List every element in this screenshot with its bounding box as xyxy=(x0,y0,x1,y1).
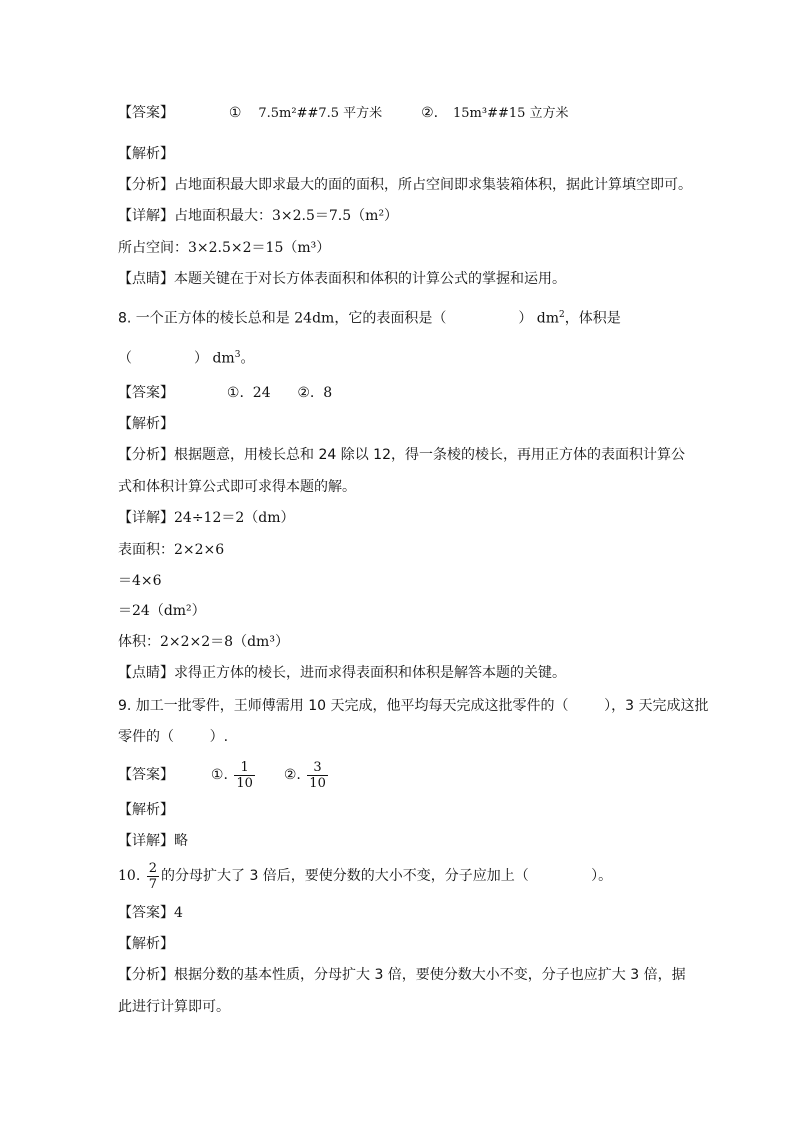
fenxi-text: 根据题意，用棱长总和 24 除以 12，得一条棱的棱长，再用正方体的表面积计算公 xyxy=(174,447,685,463)
question-stem: 8. 一个正方体的棱长总和是 xyxy=(118,310,290,327)
q9-answer xyxy=(118,755,330,795)
fraction-denominator: 7 xyxy=(148,876,157,892)
q8-fenxi-2 xyxy=(118,478,356,496)
xiangjie-tag: 【详解】 xyxy=(118,510,174,526)
q7-jiexi xyxy=(118,145,174,163)
q9-jiexi xyxy=(118,801,174,819)
q8-stem-line2 xyxy=(118,346,254,368)
answer-tag: 【答案】 xyxy=(118,385,174,401)
question-fraction xyxy=(147,861,159,892)
q8-answer xyxy=(118,384,332,402)
fenxi-text: 根据分数的基本性质，分母扩大 3 倍，要使分数大小不变，分子也应扩大 3 倍，据 xyxy=(174,967,686,983)
fenxi-text: 此进行计算即可。 xyxy=(118,999,230,1015)
q7-answer-line xyxy=(118,104,569,123)
answer-text: ①. 24 ②. 8 xyxy=(226,385,333,401)
q8-dianjing xyxy=(118,664,566,682)
q9-xiangjie xyxy=(118,832,188,850)
question-stem: 9. 加工一批零件，王师傅需用 10 天完成，他平均每天完成这批零件的（ ），3 天完成这批 xyxy=(118,698,709,714)
paren-close: ） xyxy=(518,310,533,327)
q8-calc-4 xyxy=(118,633,289,651)
fraction-denominator: 10 xyxy=(309,775,326,791)
fenxi-tag: 【分析】 xyxy=(118,967,174,983)
calc-line: 体积：2×2×2＝8（dm³） xyxy=(118,634,289,650)
paren-open: （ xyxy=(118,350,132,367)
q8-calc-2 xyxy=(118,572,162,590)
fenxi-text: 占地面积最大即求最大的面的面积，所占空间即求集装箱体积，据此计算填空即可。 xyxy=(174,177,692,193)
question-number: 10. xyxy=(118,868,141,884)
q10-answer xyxy=(118,904,183,922)
q9-stem-2 xyxy=(118,728,228,746)
q7-line2 xyxy=(118,239,330,257)
q8-stem-line1 xyxy=(118,306,621,328)
paren-close: ） xyxy=(194,350,208,367)
q8-xiangjie xyxy=(118,509,295,527)
answer-tag: 【答案】 xyxy=(118,905,174,921)
unit-dm: dm xyxy=(312,310,335,327)
q8-jiexi xyxy=(118,415,174,433)
fenxi-tag: 【分析】 xyxy=(118,447,174,463)
unit-dm3: dm xyxy=(212,350,235,367)
answer1-label: ①. xyxy=(210,767,228,783)
fenxi-text: 式和体积计算公式即可求得本题的解。 xyxy=(118,479,356,495)
value-24: 24 xyxy=(294,310,313,327)
answer-tag: 【答案】 xyxy=(118,105,174,121)
question-stem: 的分母扩大了 3 倍后，要使分数的大小不变，分子应加上（ ）。 xyxy=(161,868,613,884)
calc-line: ＝4×6 xyxy=(118,573,162,589)
answer1-number: ① xyxy=(228,105,242,121)
q7-xiangjie xyxy=(118,207,398,225)
xiangjie-text: 24÷12＝2（dm） xyxy=(174,510,295,526)
calc-line: 表面积：2×2×6 xyxy=(118,542,225,558)
answer2-text: 15m³##15 立方米 xyxy=(453,106,569,121)
answer1-text: 7.5m²##7.5 平方米 xyxy=(258,106,383,121)
dianjing-text: 本题关键在于对长方体表面积和体积的计算公式的掌握和运用。 xyxy=(174,271,566,287)
fraction-numerator: 3 xyxy=(313,759,322,775)
period: 。 xyxy=(240,350,255,367)
q8-calc-3 xyxy=(118,602,206,620)
xiangjie-tag: 【详解】 xyxy=(118,208,174,224)
stem-part: ，它的表面积是（ xyxy=(334,310,447,327)
superscript-2: 2 xyxy=(559,310,565,320)
q8-calc-1 xyxy=(118,541,224,559)
jiexi-tag: 【解析】 xyxy=(118,146,174,162)
fraction-numerator: 2 xyxy=(148,860,157,876)
answer2-number: ②. xyxy=(421,105,439,121)
answer2-fraction xyxy=(307,760,328,791)
unit-dm2: dm xyxy=(536,310,560,327)
answer-text: 4 xyxy=(174,905,183,921)
dianjing-tag: 【点睛】 xyxy=(118,665,174,681)
q7-fenxi xyxy=(118,176,692,194)
xiangjie-text: 占地面积最大：3×2.5＝7.5（m²） xyxy=(174,208,399,224)
answer-tag: 【答案】 xyxy=(118,767,174,783)
superscript-3: 3 xyxy=(234,350,241,360)
fenxi-tag: 【分析】 xyxy=(118,177,174,193)
q10-jiexi xyxy=(118,935,174,953)
calc-line: ＝24（dm²） xyxy=(118,603,206,619)
q8-fenxi-1 xyxy=(118,446,685,464)
q9-stem-1 xyxy=(118,697,708,715)
answer2-label: ②. xyxy=(283,767,301,783)
question-stem: 零件的（ ）. xyxy=(118,729,229,745)
jiexi-tag: 【解析】 xyxy=(118,936,174,952)
jiexi-tag: 【解析】 xyxy=(118,802,174,818)
fraction-denominator: 10 xyxy=(236,775,253,791)
dianjing-tag: 【点睛】 xyxy=(118,271,174,287)
q10-fenxi-2 xyxy=(118,998,230,1016)
dianjing-text: 求得正方体的棱长，进而求得表面积和体积是解答本题的关键。 xyxy=(174,665,566,681)
q10-fenxi-1 xyxy=(118,966,686,984)
xiangjie-tag: 【详解】 xyxy=(118,833,174,849)
stem-part: ，体积是 xyxy=(564,310,621,327)
q10-stem xyxy=(118,856,612,896)
fraction-numerator: 1 xyxy=(240,759,249,775)
xiangjie-text: 略 xyxy=(174,833,188,849)
q7-dianjing xyxy=(118,270,566,288)
calc-line: 所占空间：3×2.5×2＝15（m³） xyxy=(118,240,331,256)
jiexi-tag: 【解析】 xyxy=(118,416,174,432)
answer1-fraction xyxy=(234,760,255,791)
